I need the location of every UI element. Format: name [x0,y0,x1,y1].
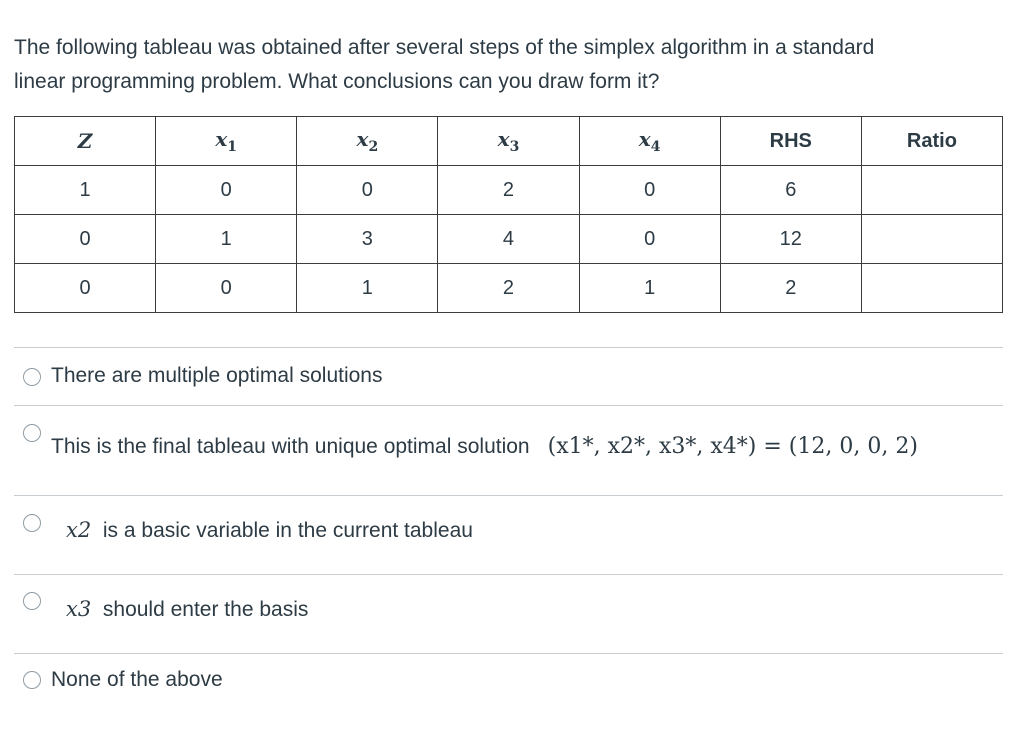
option-x3-enter[interactable] [14,575,1003,653]
table-row [15,166,1003,215]
simplex-tableau [14,116,1003,313]
option-text: is a basic variable in the current tableau [102,519,473,542]
table-cell: 0 [15,215,156,264]
variable-x3: x3 [66,597,92,621]
header-rhs: RHS [720,117,861,166]
option-label [51,434,918,459]
radio-button[interactable] [23,424,41,442]
table-cell: 2 [720,264,861,313]
option-text: should enter the basis [102,598,309,621]
header-x3-label: $x_3$ [497,127,520,155]
table-cell [861,215,1002,264]
table-cell: 2 [438,166,579,215]
header-x2-label: $x_2$ [356,127,379,155]
solution-values: = (12, 0, 0, 2) [763,434,918,459]
option-none[interactable] [14,654,1003,714]
radio-button[interactable] [23,368,41,386]
radio-button[interactable] [23,514,41,532]
table-cell: 0 [15,264,156,313]
option-unique-optimal[interactable] [14,406,1003,495]
table-cell: 0 [579,166,720,215]
table-cell [861,264,1002,313]
table-cell: 0 [156,264,297,313]
radio-button[interactable] [23,592,41,610]
table-cell: 1 [15,166,156,215]
solution-vector: (x1*, x2*, x3*, x4*) [547,434,757,459]
question-line-2: linear programming problem. What conclusions can you draw form it? [14,70,660,93]
question-text [14,31,1004,99]
option-multiple-solutions[interactable] [14,348,1003,405]
header-x2 [297,117,438,166]
table-cell: 2 [438,264,579,313]
table-cell: 1 [156,215,297,264]
option-text: This is the final tableau with unique optimal solution [51,434,530,458]
table-row [15,215,1003,264]
table-cell: 1 [579,264,720,313]
table-cell: 3 [297,215,438,264]
option-label: There are multiple optimal solutions [51,364,383,387]
table-cell: 0 [156,166,297,215]
table-cell: 6 [720,166,861,215]
header-x4 [579,117,720,166]
header-ratio: Ratio [861,117,1002,166]
solution-expression [548,434,918,459]
option-x2-basic[interactable] [14,496,1003,574]
header-x4-label: $x_4$ [638,127,661,155]
header-x1-label: $x_1$ [215,127,238,155]
answer-options [14,347,1003,714]
option-label [66,518,473,543]
table-cell [861,166,1002,215]
table-cell: 0 [579,215,720,264]
option-label [66,597,308,622]
table-cell: 12 [720,215,861,264]
table-row [15,264,1003,313]
header-x1 [156,117,297,166]
radio-button[interactable] [23,671,41,689]
tableau-header-row [15,117,1003,166]
variable-x2: x2 [66,518,92,542]
table-cell: 0 [297,166,438,215]
header-z: Z [15,117,156,166]
table-cell: 4 [438,215,579,264]
table-cell: 1 [297,264,438,313]
header-x3 [438,117,579,166]
option-label: None of the above [51,668,223,691]
question-line-1: The following tableau was obtained after several steps of the simplex algorithm in a standard [14,36,875,59]
